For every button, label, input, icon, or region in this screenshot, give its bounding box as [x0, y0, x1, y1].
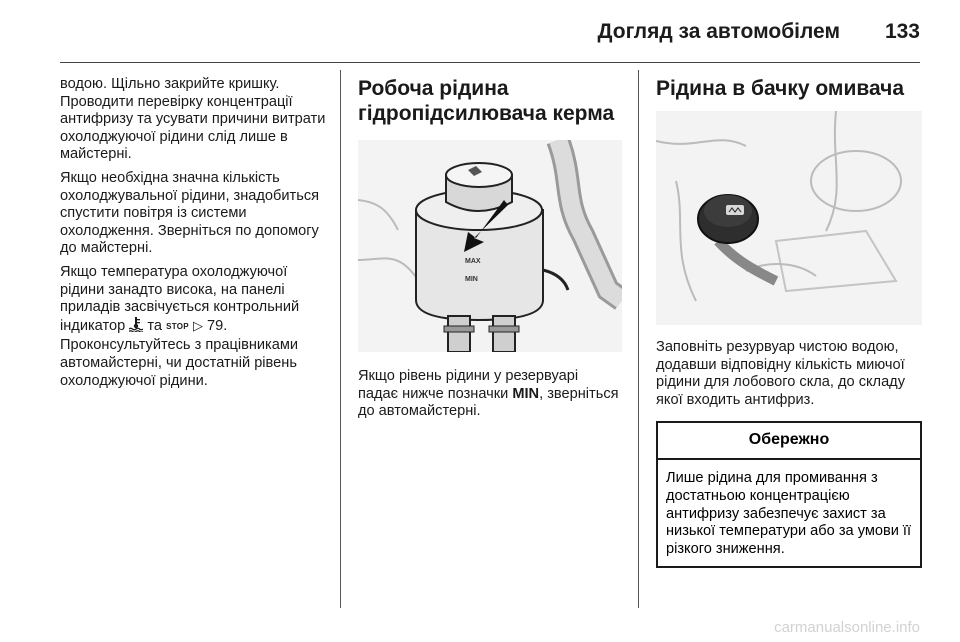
column-1 [60, 76, 328, 396]
min-mark-label: MIN [465, 276, 478, 283]
paragraph-air-bleed: Якщо необхідна значна кількість охолоджувальної рідини, знадобиться спустити повітря із системи охолодження. Зверніться по допомогу до майстерні. [60, 169, 320, 257]
page-number: 133 [884, 20, 920, 43]
stop-indicator-icon: STOP [166, 321, 189, 331]
coolant-temperature-icon [129, 317, 143, 338]
watermark: carmanualsonline.info [774, 619, 920, 636]
power-steering-text-end: , зверніться до автомайстерні. [358, 385, 619, 420]
column-divider-1 [340, 70, 341, 608]
caution-text: Лише рідина для промивання з достатньою концентрацією антифризу забезпечує захист за низької температури або за умови її різкого зниження. [666, 470, 912, 557]
header-title: Догляд за автомобілем [597, 20, 840, 43]
temperature-text: Якщо температура охолоджуючої рідини занадто висока, на панелі приладів засвічується контрольний індикатор [60, 263, 300, 334]
page-reference-arrow-icon: ▷ [192, 317, 203, 333]
power-steering-text-start: Якщо рівень рідини у резервуарі падає нижче позначки [358, 368, 579, 402]
column-3 [656, 76, 922, 568]
column-divider-2 [638, 70, 639, 608]
caution-title: Обережно [658, 423, 920, 460]
page-reference: 79. [207, 317, 228, 334]
temperature-consult-text: Проконсультуйтесь з працівниками автомайстерні, чи достатній рівень охолоджуючої рідини. [60, 337, 299, 389]
header-rule [60, 62, 920, 63]
column-2 [358, 76, 622, 427]
and-word: та [147, 317, 162, 334]
paragraph-coolant-check: водою. Щільно закрийте кришку. Проводити перевірку концентрації антифризу та усувати причини витрати охолоджуючої рідини слід лише в майстерні. [60, 76, 326, 163]
washer-fluid-text: Заповніть резурвуар чистою водою, додавши відповідну кількість миючої рідини для лобового скла, до складу якої входить антифриз. [656, 339, 905, 408]
caution-box [656, 421, 922, 568]
washer-fluid-heading: Рідина в бачку омивача [656, 77, 905, 100]
power-steering-text [358, 368, 622, 421]
max-mark-label: MAX [465, 258, 481, 265]
min-mark: MIN [512, 385, 540, 402]
power-steering-reservoir-image [358, 140, 622, 352]
washer-reservoir-image [656, 111, 922, 325]
paragraph-temperature [60, 264, 328, 390]
power-steering-heading: Робоча рідина гідропідсилювача керма [358, 77, 615, 125]
